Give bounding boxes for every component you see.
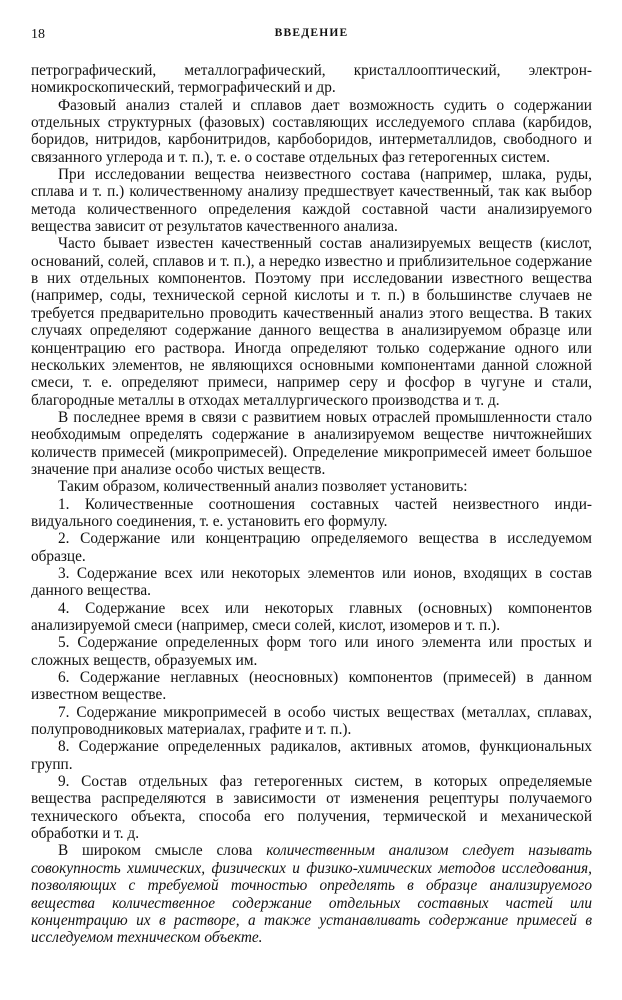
paragraph-definition [31,842,592,946]
list-item-7: 7. Содержание микропримесей в особо чистых веществах (металлах, сплавах, полупроводниковых материалах, графите и т. п.). [31,703,592,739]
list-item-2: 2. Содержание или концентрацию определяемого вещества в исследуемом образце. [31,530,592,565]
paragraph-list-intro: Таким образом, количественный анализ позволяет установить: [58,478,468,496]
paragraph-continued: петрографический, металлографический, кристаллооптический, электронномикроскопический, термографический и др. [31,62,592,97]
page-header [31,27,592,47]
paragraph-known-composition: Часто бывает известен качественный состав анализируемых веществ (кислот, оснований, солей, сплавов и т. п.), а нередко известно и приблизительное содержание в них отдельных компонентов. Поэтому при исследовании известного вещества (например, соды, технической серной кислоты и т. п.) в большинстве случаев не требуется предварительно проводить качественный анализ этого вещества. В таких случаях определяют содержание данного вещества в анализируемом образце или концентрацию его раствора. Иногда определяют только содержание одного или нескольких элементов, не являющихся основными компонентами данной сложной смеси, т. е. определяют примеси, например серу и фосфор в чугуне и стали, благородные металлы в отходах металлургического производства и т. д. [31,235,592,409]
list-item-5: 5. Содержание определенных форм того или иного элемента или простых и сложных веществ, образуемых им. [31,634,592,669]
page-number: 18 [31,27,45,42]
list-item-4: 4. Содержание всех или некоторых главных (основных) компонентов анализируемой смеси (например, смеси солей, кислот, изомеров и т. п.). [31,599,592,634]
paragraph-unknown-composition: При исследовании вещества неизвестного состава (например, шлака, руды, сплава и т. п.) количественному анализу предшествует качественный, так как выбор метода количественного определения каждой составной части анализируемого вещества зависит от результатов качественного анализа. [31,166,592,236]
list-item-6: 6. Содержание неглавных (неосновных) компонентов (примесей) в данном известном веществе. [31,669,592,704]
list-item-8: 8. Содержание определенных радикалов, активных атомов, функциональных групп. [31,738,592,773]
definition-lead: В широком смысле слова [58,842,267,860]
page-body [31,62,592,947]
definition-italic: количественным анализом следует называть совокупность химических, физических и физико-химических методов исследования, позволяющих с требуемой точностью определять в образце анализируемого вещества количественное содержание отдельных составных частей или концентрацию их в растворе, а также устанавливать содержание примесей в исследуемом техническом объекте. [31,842,592,947]
list-item-9: 9. Состав отдельных фаз гетерогенных систем, в которых определяемые вещества распределяются в зависимости от изменения рецептуры получаемого технического объекта, способа его получения, термической и механической обработки и т. д. [31,773,592,843]
list-item-3: 3. Содержание всех или некоторых элементов или ионов, входящих в состав данного вещества. [31,564,592,600]
list-item-1: 1. Количественные соотношения составных частей неизвестного индивидуального соединения, т. е. установить его формулу. [31,495,592,530]
paragraph-microimpurities: В последнее время в связи с развитием новых отраслей промышленности стало необходимым определять содержание в анализируемом веществе ничтожнейших количеств примесей (микропримесей). Определение микропримесей имеет большое значение при анализе особо чистых веществ. [31,408,592,478]
running-title: ВВЕДЕНИЕ [274,27,349,39]
paragraph-phase-analysis: Фазовый анализ сталей и сплавов дает возможность судить о содержании отдельных структурных (фазовых) составляющих исследуемого сплава (карбидов, боридов, нитридов, карбонитридов, карбоборидов, интерметаллидов, свободного и связанного углерода и т. п.), т. е. о составе отдельных фаз гетерогенных систем. [31,96,592,166]
